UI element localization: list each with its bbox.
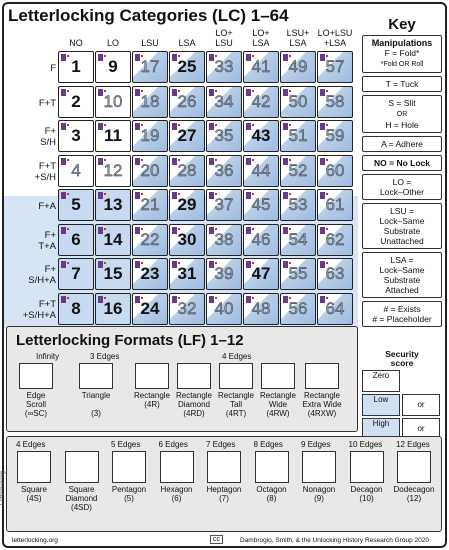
category-number: 33 xyxy=(214,57,234,76)
category-number: 45 xyxy=(251,195,271,214)
security-high-or: or xyxy=(402,418,440,440)
category-number: 54 xyxy=(288,229,308,249)
category-number: 35 xyxy=(214,126,234,145)
column-header: LSU xyxy=(141,38,159,48)
format-label: Nonagon (9) xyxy=(302,485,336,503)
category-number: 22 xyxy=(140,229,160,249)
category-cell xyxy=(132,258,168,290)
category-cell xyxy=(132,293,168,325)
category-number: 17 xyxy=(140,57,160,76)
category-cell xyxy=(280,51,316,83)
key-nolock: NO = No Lock xyxy=(362,155,442,171)
format-item xyxy=(155,451,199,503)
column-header: LO+ LSU xyxy=(215,28,233,48)
category-number: 11 xyxy=(104,126,122,145)
page-title: Letterlocking Categories (LC) 1–64 xyxy=(8,6,289,25)
category-cell xyxy=(132,51,168,83)
format-item xyxy=(107,451,151,503)
category-cell xyxy=(280,86,316,118)
key-lsa: LSA = Lock–Same Substrate Attached xyxy=(362,252,442,298)
category-number: 30 xyxy=(177,229,197,249)
category-number: 6 xyxy=(71,229,81,249)
category-cell xyxy=(280,293,316,325)
category-number: 37 xyxy=(214,195,234,214)
manipulations-title: Manipulations xyxy=(371,38,433,48)
category-number: 44 xyxy=(251,160,271,180)
category-cell xyxy=(317,224,353,256)
category-cell xyxy=(206,86,242,118)
category-cell xyxy=(206,51,242,83)
category-cell xyxy=(280,224,316,256)
group-infinity: Infinity xyxy=(36,352,60,361)
category-number: 20 xyxy=(140,160,160,180)
category-cell xyxy=(58,155,94,187)
category-cell xyxy=(243,189,279,221)
edge-group-label: 7 Edges xyxy=(206,440,236,449)
format-item xyxy=(250,451,294,503)
row-header: F+ S/H+A xyxy=(28,264,56,286)
category-number: 52 xyxy=(288,160,308,180)
format-illustration-icon xyxy=(219,363,253,389)
format-item xyxy=(300,363,344,418)
format-illustration-icon xyxy=(305,363,339,389)
column-header: LSA xyxy=(178,38,196,48)
format-item xyxy=(74,363,118,418)
category-cell xyxy=(58,258,94,290)
format-item xyxy=(256,363,300,418)
format-item xyxy=(14,363,58,418)
category-number: 64 xyxy=(325,298,345,318)
category-number: 31 xyxy=(177,264,197,283)
format-label: Hexagon (6) xyxy=(160,485,193,503)
category-number: 40 xyxy=(214,298,234,318)
category-cell xyxy=(169,120,205,152)
category-number: 13 xyxy=(103,195,123,214)
category-number: 28 xyxy=(177,160,197,180)
category-number: 27 xyxy=(177,126,197,145)
category-number: 49 xyxy=(288,57,308,76)
format-item xyxy=(202,451,246,503)
category-cell xyxy=(280,258,316,290)
format-item xyxy=(172,363,216,418)
row-header: F+ S/H xyxy=(40,126,56,148)
category-cell xyxy=(243,86,279,118)
category-cell xyxy=(58,189,94,221)
category-number: 39 xyxy=(214,264,234,283)
key-exists-placeholder xyxy=(362,301,442,327)
format-item xyxy=(345,451,389,503)
category-cell xyxy=(58,120,94,152)
format-illustration-icon xyxy=(160,451,194,483)
category-number: 38 xyxy=(214,229,234,249)
format-label: Octagon (8) xyxy=(256,485,287,503)
category-number: 12 xyxy=(103,160,123,180)
category-number: 41 xyxy=(251,57,271,76)
group-3-edges: 3 Edges xyxy=(90,352,120,361)
category-number: 51 xyxy=(288,126,308,145)
category-number: 24 xyxy=(140,298,160,318)
category-number: 58 xyxy=(325,91,345,111)
category-cell xyxy=(243,155,279,187)
category-cell xyxy=(206,258,242,290)
row-header: F xyxy=(50,63,56,74)
category-number: 61 xyxy=(325,195,345,214)
category-cell xyxy=(317,51,353,83)
category-cell xyxy=(280,155,316,187)
category-cell xyxy=(132,120,168,152)
key-lo: LO = Lock–Other xyxy=(362,174,442,200)
key-panel xyxy=(362,16,442,330)
row-header: F+A xyxy=(38,201,56,212)
format-label: Pentagon (5) xyxy=(111,485,147,503)
category-number: 14 xyxy=(103,229,123,249)
format-label: Square (4S) xyxy=(21,485,47,503)
format-item xyxy=(392,451,436,503)
category-number: 5 xyxy=(71,195,81,214)
format-illustration-icon xyxy=(177,363,211,389)
category-cell xyxy=(206,293,242,325)
category-cell xyxy=(132,155,168,187)
format-illustration-icon xyxy=(302,451,336,483)
category-cell xyxy=(206,189,242,221)
category-number: 15 xyxy=(103,264,123,283)
format-item xyxy=(130,363,174,409)
category-cell xyxy=(95,86,131,118)
category-cell xyxy=(317,258,353,290)
security-score xyxy=(362,350,442,442)
group-4-edges: 4 Edges xyxy=(222,352,252,361)
category-number: 4 xyxy=(71,160,81,180)
key-hole: H = Hole xyxy=(385,120,419,130)
format-illustration-icon xyxy=(207,451,241,483)
format-label: Rectangle Wide (4RW) xyxy=(259,391,297,418)
category-cell xyxy=(132,224,168,256)
key-fold: F = Fold* xyxy=(384,48,420,58)
format-illustration-icon xyxy=(17,451,51,483)
category-number: 1 xyxy=(71,57,81,76)
format-illustration-icon xyxy=(255,451,289,483)
format-label: Rectangle Tall (4RT) xyxy=(217,391,255,418)
category-cell xyxy=(58,293,94,325)
category-cell xyxy=(169,86,205,118)
category-cell xyxy=(280,189,316,221)
side-label: Letterlocking xyxy=(0,470,6,505)
format-label: Dodecagon (12) xyxy=(393,485,435,503)
category-cell xyxy=(243,258,279,290)
category-cell xyxy=(317,293,353,325)
category-number: 56 xyxy=(288,298,308,318)
category-cell xyxy=(95,155,131,187)
category-number: 53 xyxy=(288,195,308,214)
category-cell xyxy=(317,189,353,221)
category-number: 47 xyxy=(251,264,271,283)
category-cell xyxy=(95,258,131,290)
category-cell xyxy=(132,189,168,221)
edge-group-label: 8 Edges xyxy=(253,440,283,449)
category-cell xyxy=(169,155,205,187)
column-header: NO xyxy=(69,38,83,48)
format-label: Decagon (10) xyxy=(350,485,383,503)
category-cell xyxy=(95,51,131,83)
category-cell xyxy=(243,51,279,83)
row-header: F+T +S/H xyxy=(34,160,56,183)
category-number: 48 xyxy=(251,298,271,318)
key-exists: # = Exists xyxy=(383,304,421,314)
edge-group-label: 12 Edges xyxy=(396,440,430,449)
format-item xyxy=(214,363,258,418)
category-cell xyxy=(95,120,131,152)
category-number: 36 xyxy=(214,160,234,180)
format-illustration-icon xyxy=(79,363,113,389)
edge-group-label: 4 Edges xyxy=(16,440,46,449)
column-header: LO xyxy=(106,38,119,48)
security-low: Low xyxy=(362,394,400,416)
category-cell xyxy=(169,258,205,290)
format-label: Edge Scroll (∞SC) xyxy=(24,391,48,418)
format-label: Rectangle (4R) xyxy=(133,391,171,409)
column-header: LO+LSU +LSA xyxy=(317,28,353,48)
category-number: 29 xyxy=(177,195,197,214)
category-cell xyxy=(243,120,279,152)
format-label: Triangle (3) xyxy=(81,391,111,418)
category-cell xyxy=(169,189,205,221)
category-number: 18 xyxy=(140,91,160,111)
category-cell xyxy=(169,293,205,325)
category-number: 55 xyxy=(288,264,308,283)
category-number: 34 xyxy=(214,91,234,111)
key-adhere: A = Adhere xyxy=(362,136,442,152)
category-number: 8 xyxy=(71,298,81,318)
category-number: 19 xyxy=(140,126,160,145)
key-tuck: T = Tuck xyxy=(362,76,442,92)
key-slit: S = Slit xyxy=(388,98,416,108)
format-label: Heptagon (7) xyxy=(206,485,242,503)
category-number: 59 xyxy=(325,126,345,145)
category-number: 26 xyxy=(177,91,197,111)
format-illustration-icon xyxy=(135,363,169,389)
category-number: 32 xyxy=(177,298,197,318)
category-cell xyxy=(58,86,94,118)
category-cell xyxy=(243,224,279,256)
column-header: LSU+ LSA xyxy=(286,28,310,48)
category-cell xyxy=(132,86,168,118)
category-cell xyxy=(317,120,353,152)
category-cell xyxy=(243,293,279,325)
category-number: 3 xyxy=(71,126,81,145)
category-number: 16 xyxy=(103,298,123,318)
column-header: LO+ LSA xyxy=(252,28,270,48)
format-label: Rectangle Diamond (4RD) xyxy=(175,391,213,418)
key-placeholder: # = Placeholder xyxy=(372,314,432,324)
category-number: 23 xyxy=(140,264,160,283)
edge-group-label: 10 Edges xyxy=(348,440,383,449)
category-cell xyxy=(206,224,242,256)
key-fold-note: *Fold OR Roll xyxy=(380,61,424,68)
format-illustration-icon xyxy=(397,451,431,483)
format-illustration-icon xyxy=(112,451,146,483)
category-cell xyxy=(317,155,353,187)
format-illustration-icon xyxy=(65,451,99,483)
footer-right: Dambrogio, Smith, & the Unlocking History Research Group 2020 xyxy=(240,537,429,544)
category-number: 25 xyxy=(177,57,197,76)
category-number: 42 xyxy=(251,91,271,111)
category-number: 7 xyxy=(71,264,81,283)
row-header: F+T +S/H+A xyxy=(22,298,56,321)
edge-group-label: 6 Edges xyxy=(158,440,188,449)
category-cell xyxy=(169,51,205,83)
lf-title: Letterlocking Formats (LF) 1–12 xyxy=(16,332,244,349)
key-or: OR xyxy=(396,111,408,118)
format-illustration-icon xyxy=(19,363,53,389)
format-label: Rectangle Extra Wide (4RXW) xyxy=(302,391,342,418)
row-header: F+T xyxy=(38,97,56,109)
security-low-or: or xyxy=(402,394,440,416)
category-number: 10 xyxy=(103,91,123,111)
category-cell xyxy=(58,51,94,83)
format-illustration-icon xyxy=(261,363,295,389)
edge-group-label: 9 Edges xyxy=(301,440,331,449)
footer-left: letterlocking.org xyxy=(12,537,58,544)
security-zero: Zero xyxy=(362,370,400,392)
category-number: 2 xyxy=(71,91,81,111)
key-lsu: LSU = Lock–Same Substrate Unattached xyxy=(362,203,442,249)
category-number: 21 xyxy=(140,195,160,214)
row-header: F+ T+A xyxy=(38,229,56,252)
category-number: 62 xyxy=(325,229,345,249)
security-title: Security score xyxy=(385,349,419,368)
format-item xyxy=(12,451,56,503)
edge-group-label: 5 Edges xyxy=(111,440,141,449)
category-number: 50 xyxy=(288,91,308,111)
category-cell xyxy=(206,155,242,187)
format-item xyxy=(60,451,104,512)
key-slit-hole xyxy=(362,95,442,133)
category-cell xyxy=(317,86,353,118)
category-number: 43 xyxy=(251,126,271,145)
category-number: 60 xyxy=(325,160,345,180)
key-title: Key xyxy=(388,16,416,33)
cc-badge: cc xyxy=(210,535,223,544)
category-number: 63 xyxy=(325,264,345,283)
category-number: 57 xyxy=(325,57,345,76)
security-high: High xyxy=(362,418,400,440)
category-cell xyxy=(58,224,94,256)
category-cell xyxy=(169,224,205,256)
category-cell xyxy=(95,293,131,325)
format-item xyxy=(297,451,341,503)
category-cell xyxy=(95,224,131,256)
format-illustration-icon xyxy=(350,451,384,483)
category-cell xyxy=(206,120,242,152)
category-cell xyxy=(280,120,316,152)
category-number: 46 xyxy=(251,229,271,249)
format-label: Square Diamond (4SD) xyxy=(65,485,98,512)
category-number: 9 xyxy=(108,57,118,76)
category-cell xyxy=(95,189,131,221)
key-manipulations xyxy=(362,35,442,73)
